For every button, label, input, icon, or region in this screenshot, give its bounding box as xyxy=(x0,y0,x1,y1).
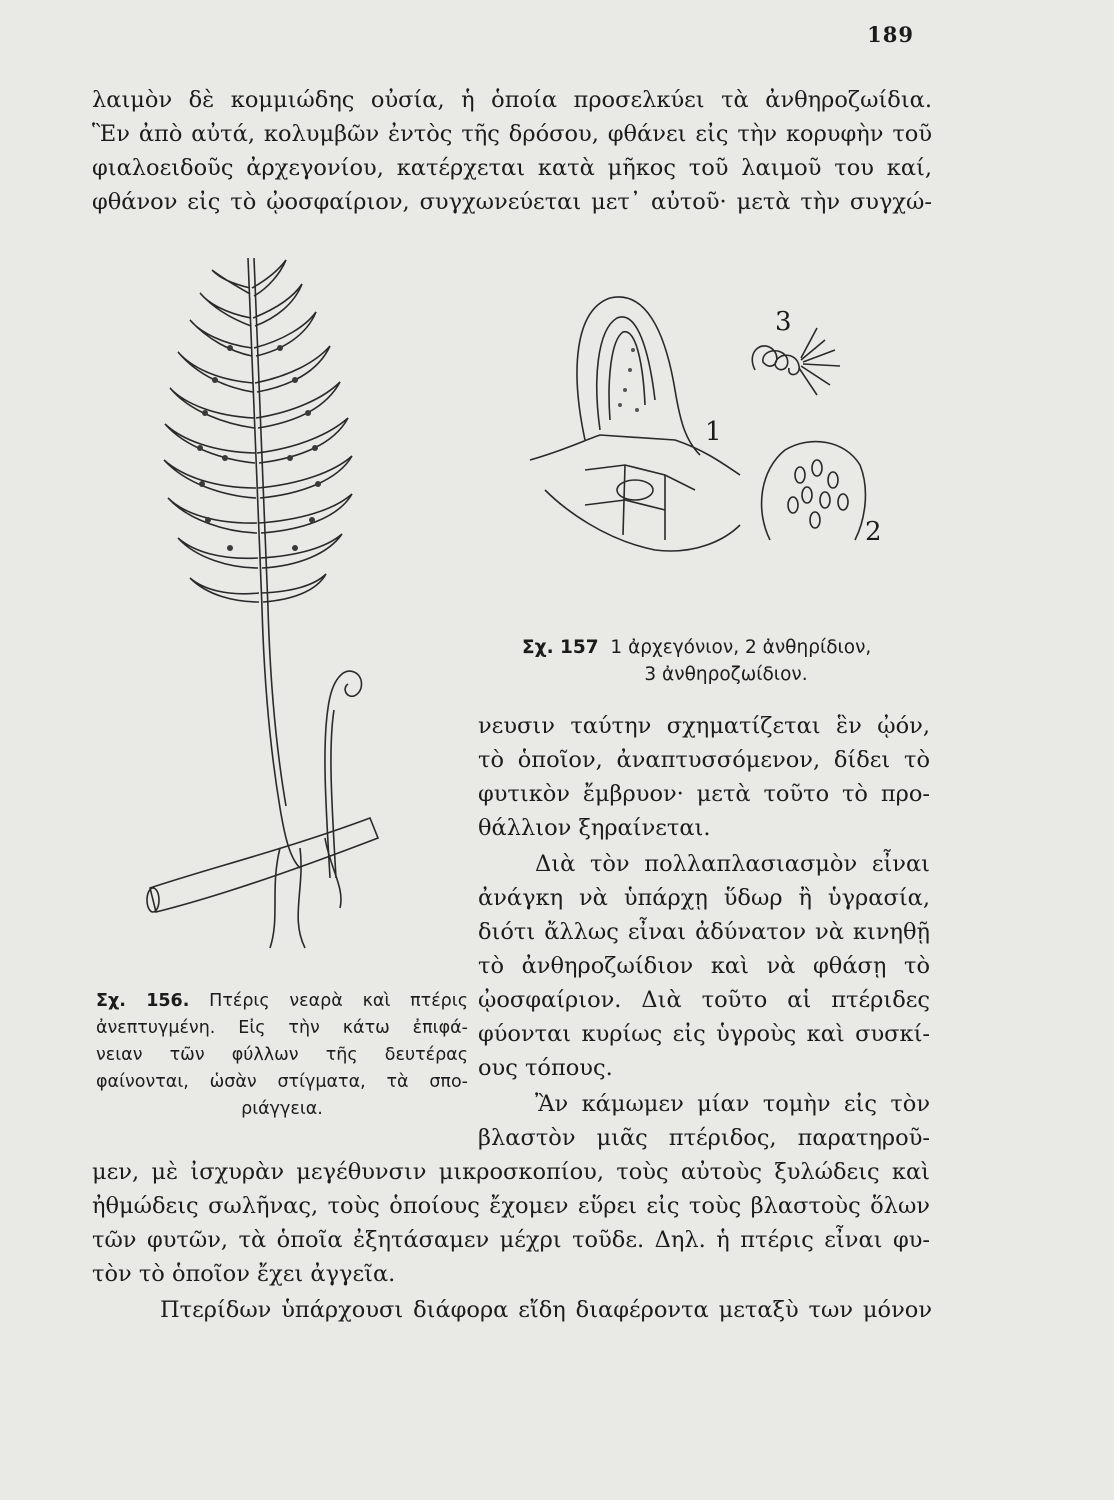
archegonium-illustration xyxy=(525,290,895,580)
text-line: λαιμὸν δὲ κομμιώδης οὐσία, ἡ ὁποία προσελκύει τὰ ἀνθηροζωίδια. xyxy=(92,87,932,113)
text-line: βλαστὸν μιᾶς πτέριδος, παρατηροῦ- xyxy=(478,1125,930,1151)
text-line: διότι ἄλλως εἶναι ἀδύνατον νὰ κινηθῇ xyxy=(478,919,930,945)
fig156-caption-number: Σχ. 156. xyxy=(96,991,190,1011)
fig156-caption-text1: Πτέρις νεαρὰ καὶ πτέρις xyxy=(209,991,468,1011)
text-line: Ἂν κάμωμεν μίαν τομὴν εἰς τὸν xyxy=(535,1091,930,1117)
fig157-caption-line2: 3 ἀνθηροζωίδιον. xyxy=(644,664,808,685)
text-line: μεν, μὲ ἰσχυρὰν μεγέθυνσιν μικροσκοπίου, τοὺς αὐτοὺς ξυλώδεις καὶ xyxy=(92,1159,930,1185)
page-number: 189 xyxy=(867,22,914,47)
text-line: τῶν φυτῶν, τὰ ὁποῖα ἐξητάσαμεν μέχρι τοῦδε. Δηλ. ἡ πτέρις εἶναι φυ- xyxy=(92,1227,930,1253)
text-line: Ἓν ἀπὸ αὐτά, κολυμβῶν ἐντὸς τῆς δρόσου, φθάνει εἰς τὴν κορυφὴν τοῦ xyxy=(92,121,932,147)
fig157-caption xyxy=(522,634,930,688)
fig157-label-1: 1 xyxy=(705,417,722,447)
text-line: ἠθμώδεις σωλῆνας, τοὺς ὁποίους ἔχομεν εὕρει εἰς τοὺς βλαστοὺς ὅλων xyxy=(92,1193,930,1219)
text-line: θάλλιον ξηραίνεται. xyxy=(478,815,711,841)
text-line: Πτερίδων ὑπάρχουσι διάφορα εἴδη διαφέροντα μεταξὺ των μόνον xyxy=(160,1297,932,1323)
fig157-label-3: 3 xyxy=(775,307,792,337)
fig156-caption-line2: ἀνεπτυγμένη. Εἰς τὴν κάτω ἐπιφά- xyxy=(96,1018,468,1038)
fig156-caption xyxy=(96,988,468,1123)
fig157-label-2: 2 xyxy=(865,517,882,547)
text-line: ᾠοσφαίριον. Διὰ τοῦτο αἱ πτέριδες xyxy=(478,987,930,1013)
fern-illustration xyxy=(130,248,470,968)
text-line: τὸ ὁποῖον, ἀναπτυσσόμενον, δίδει τὸ xyxy=(478,747,930,773)
text-line: φύονται κυρίως εἰς ὑγροὺς καὶ συσκί- xyxy=(478,1021,930,1047)
text-line: τὸν τὸ ὁποῖον ἔχει ἀγγεῖα. xyxy=(92,1261,396,1287)
text-line: Διὰ τὸν πολλαπλασιασμὸν εἶναι xyxy=(535,851,930,877)
fig157-caption-text1: 1 ἀρχεγόνιον, 2 ἀνθηρίδιον, xyxy=(610,637,872,658)
fig156-caption-line1 xyxy=(96,988,468,1015)
fig156-caption-line3: νειαν τῶν φύλλων τῆς δευτέρας xyxy=(96,1045,468,1065)
fig157-caption-line1 xyxy=(522,634,930,661)
text-line: τὸ ἀνθηροζωίδιον καὶ νὰ φθάσῃ τὸ xyxy=(478,953,930,979)
fig157-caption-number: Σχ. 157 xyxy=(522,637,599,658)
text-line: νευσιν ταύτην σχηματίζεται ἓν ᾠόν, xyxy=(478,713,930,739)
fig156-caption-line4: φαίνονται, ὡσὰν στίγματα, τὰ σπο- xyxy=(96,1072,468,1092)
text-line: φιαλοειδοῦς ἀρχεγονίου, κατέρχεται κατὰ μῆκος τοῦ λαιμοῦ του καί, xyxy=(92,155,932,181)
text-line: φυτικὸν ἔμβρυον· μετὰ τοῦτο τὸ προ- xyxy=(478,781,930,807)
fig156-caption-line5: ριάγγεια. xyxy=(241,1099,323,1119)
text-line: ους τόπους. xyxy=(478,1055,613,1081)
text-line: φθάνον εἰς τὸ ᾠοσφαίριον, συγχωνεύεται μετ᾽ αὐτοῦ· μετὰ τὴν συγχώ- xyxy=(92,189,932,215)
text-line: ἀνάγκη νὰ ὑπάρχῃ ὕδωρ ἢ ὑγρασία, xyxy=(478,885,930,911)
